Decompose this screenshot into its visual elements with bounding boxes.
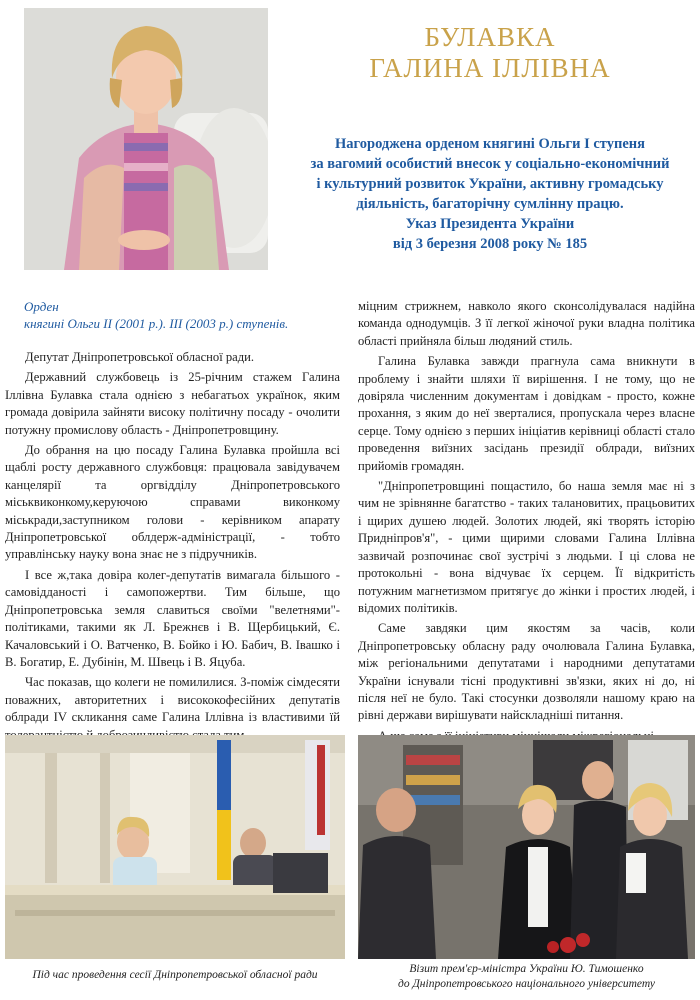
caption-line: Візит прем'єр-міністра України Ю. Тимошенко — [409, 963, 644, 975]
paragraph: Депутат Дніпропетровської обласної ради. — [25, 350, 255, 364]
award-line: за вагомий особистий внесок у соціально-економічний — [310, 156, 670, 172]
paragraph: Саме завдяки цим якостям за часів, коли Дніпропетровську обласну раду очолювала Галина Булавка, між регіональними депутатами і народними депутатами України існували тісні продуктивні зв'язки, яких ні до, ні після неї не було. Такі стосунки дозволяли нашому краю на рівні держави вирішувати найскладніші питання. — [358, 621, 695, 723]
decree-title: Указ Президента України — [405, 216, 575, 232]
portrait-photo — [24, 8, 268, 270]
paragraph: "Дніпропетровщині пощастило, бо наша земля має ні з чим не зрівнянне багатство - таких талановитих, працьовитих і щирих душею людей. Золотих людей, які творять історію Придніпров'я", - цими щирими словами Галина Іллівна зазвичай розпочинає свої зустрічі з людьми. І ці слова не протокольні - вона відчуває їх серцем. Її відкритість потужним магнетизмом притягує до жінки і простих людей, і відомих політиків. — [358, 479, 695, 615]
surname: БУЛАВКА — [424, 22, 556, 52]
award-line: і культурний розвиток України, активну громадську — [316, 176, 664, 192]
orders-line: Орден — [24, 299, 59, 314]
paragraph: Галина Булавка завжди прагнула сама вникнути в проблему і знайти шляхи її вирішення. І не тому, що не довіряла численним документам і довідкам - просто, кожне прохання, з яким до неї зверталися, пропускала через власне серце. Тому однією з перших ініціатив керівниці області стало проведення виїзних засідань президії облради, виїзних прийомів громадян. — [358, 354, 695, 473]
caption-line: до Дніпропетровського національного університету — [398, 978, 655, 990]
visit-caption — [358, 962, 695, 992]
left-column — [5, 349, 340, 747]
paragraph: міцним стрижнем, навколо якого сконсолідувалася надійна команда однодумців. З її легкої жіночої руки владна політика області прийняла більш людяний стиль. — [358, 299, 695, 348]
paragraph: І все ж,така довіра колег-депутатів вимагала більшого - самовідданості і самопожертви. Тим більше, що Дніпропетровська земля славиться своїми "велетнями"-політиками, такими як Л. Брежнєв і В. Щербицький, Є. Качаловський і О. Ватченко, В. Бойко і Ю. Бабич, В. Івашко і В. Богатир, Е. Дубінін, М. Швець і В. Яцуба. — [5, 567, 340, 669]
decree-date: від 3 березня 2008 року № 185 — [392, 236, 588, 252]
session-photo — [5, 735, 345, 959]
orders-line: княгині Ольги ІІ (2001 р.). ІІІ (2003 р.) ступенів. — [24, 316, 289, 331]
given-names: ГАЛИНА ІЛЛІВНА — [369, 53, 611, 83]
award-description — [290, 134, 690, 254]
orders-note — [24, 298, 344, 332]
award-line: діяльність, багаторічну сумлінну працю. — [356, 196, 624, 212]
paragraph: До обрання на цю посаду Галина Булавка пройшла всі щаблі росту державного службовця: працювала завідувачем канцелярії та оргвідділу Дніпропетровського міськвиконкому,керуючою справами виконкому міськради,заступником голови - керівником апарату Дніпропетровської облдерж-адміністрації, - тобто управлінську науку вона знає не з підручників. — [5, 443, 340, 562]
person-name — [290, 22, 690, 84]
visit-photo — [358, 735, 695, 959]
paragraph: Час показав, що колеги не помилилися. З-поміж сімдесяти поважних, авторитетних і висококофесійних депутатів облради IV скликання саме Галина Іллівна із властивими їй — [5, 675, 340, 725]
award-line: Нагороджена орденом княгині Ольги І ступеня — [335, 136, 645, 152]
paragraph: Державний службовець із 25-річним стажем Галина Іллівна Булавка стала однією з небагатьох українок, яким громада довірила зайняти високу політичну посаду - очолити потужну промислову область - Дніпропетровщину. — [5, 370, 340, 437]
session-caption: Під час проведення сесії Дніпропетровської обласної ради — [32, 969, 318, 981]
right-column — [358, 298, 695, 748]
